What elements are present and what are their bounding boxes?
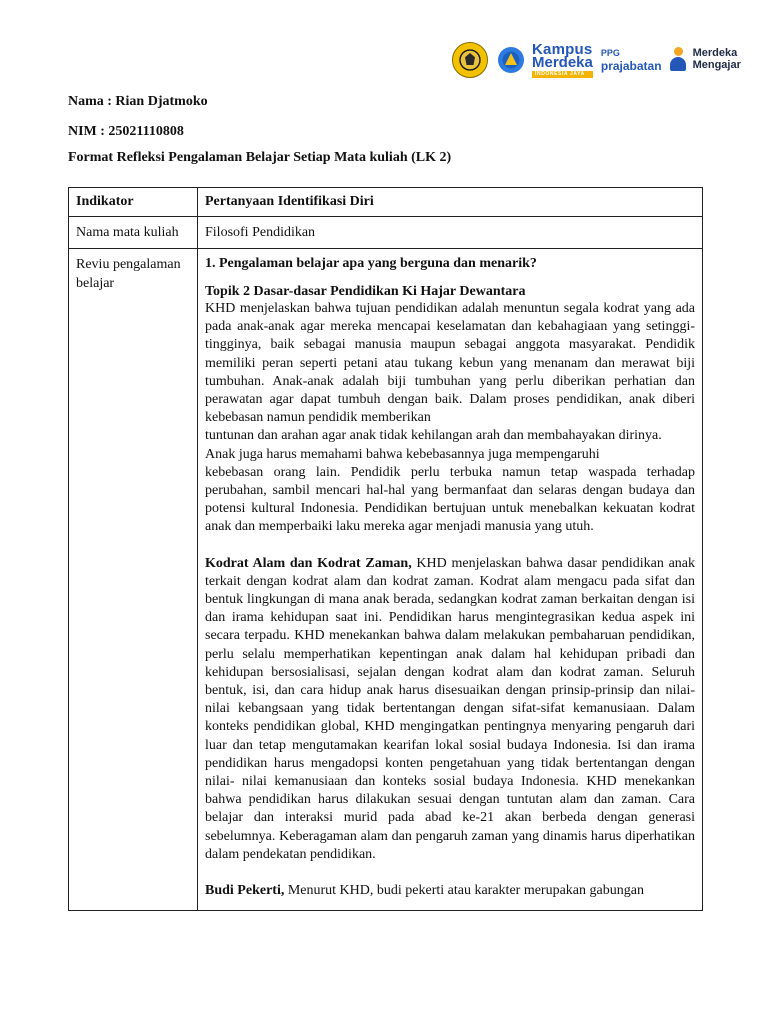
topic-heading: Topik 2 Dasar-dasar Pendidikan Ki Hajar Dewantara xyxy=(205,284,526,299)
merdeka-mengajar-logo xyxy=(693,48,741,71)
document-title: Format Refleksi Pengalaman Belajar Setiap Mata kuliah (LK 2) xyxy=(68,150,452,165)
kodrat-body: KHD menjelaskan bahwa dasar pendidikan anak terkait dengan kodrat alam dan kodrat zaman. Kodrat alam mengacu pada sifat dan bentuk lingkungan di mana anak berada, sedangkan kodrat zaman berkaitan dengan isi dan irama kehidupan saat ini. Pendidikan harus mengintegrasikan kedua aspek ini secara terpadu. KHD menekankan bahwa dalam melakukan pembaharuan pendidikan, perlu selalu memperhatikan kepentingan anak dalam hal kehidupan pribadi dan kehidupan bersosialisasi, sejalan dengan kodrat alam dan kodrat zaman. Seluruh bentuk, isi, dan cara hidup anak harus disesuaikan dengan prinsip-prinsip dan nilai-nilai kebangsaan yang tidak bertentangan dengan sifat-sifat kemanusiaan. Dalam konteks pendidikan global, KHD mengingatkan pentingnya menyaring pengaruh dari luar dan tetap mengutamakan kearifan lokal sosial budaya Indonesia. Isi dan irama pendidikan harus mengadopsi konten pengetahuan yang tidak bertentangan dengan nilai- nilai kemanusiaan dan konteks sosial budaya Indonesia. KHD menekankan bahwa pendidikan harus dilakukan sesuai dengan tuntutan alam dan zaman. Cara belajar dan interaksi murid pada abad ke-21 akan berbeda dengan generasi sebelumnya. Keberagaman alam dan pengaruh zaman yang dinamis harus diperhatikan dalam pendekatan pendidikan. xyxy=(205,555,695,862)
paragraph: KHD menjelaskan bahwa tujuan pendidikan adalah menuntun segala kodrat yang ada pada anak-anak agar mereka mencapai keselamatan dan kebahagiaan yang setinggi-tingginya, baik sebagai manusia maupun sebagai anggota masyarakat. Pendidik memiliki peran seperti petani atau tukang kebun yang menanam dan merawat biji tumbuhan. Anak-anak adalah biji tumbuhan yang perlu diberikan perhatian dan perawatan agar dapat tumbuh dengan baik. Dalam proses pendidikan, anak diberi kebebasan namun pendidik memberikan xyxy=(205,301,695,426)
logo-bar xyxy=(452,38,764,82)
university-seal-logo xyxy=(452,42,488,78)
paragraph: Anak juga harus memahami bahwa kebebasannya juga mempengaruhi xyxy=(205,446,600,462)
kampus-merdeka-tag: INDONESIA JAYA xyxy=(532,71,593,78)
row-content-reviu xyxy=(198,249,703,911)
student-nim: NIM : 25021110808 xyxy=(68,124,184,139)
ppg-label: PPG xyxy=(600,47,620,58)
table-header-row xyxy=(69,188,703,217)
kampus-merdeka-line1: Kampus xyxy=(532,41,593,58)
kodrat-heading: Kodrat Alam dan Kodrat Zaman, xyxy=(205,555,412,571)
table-row xyxy=(69,249,703,911)
kampus-merdeka-line2: Merdeka xyxy=(532,54,593,71)
ppg-prajabatan-logo xyxy=(601,49,662,72)
paragraph: kebebasan orang lain. Pendidik perlu terbuka namun tetap waspada terhadap perubahan, sambil mencari hal-hal yang bermanfaat dan selaras dengan budaya dan potensi kultural Indonesia. Pendidikan bertujuan untuk menebalkan kekuatan kodrat anak dan memperbaiki laku mereka agar menjadi manusia yang utuh. xyxy=(205,464,695,535)
prajabatan-label: prajabatan xyxy=(600,58,662,73)
student-name: Nama : Rian Djatmoko xyxy=(68,94,208,109)
budi-pekerti-body: Menurut KHD, budi pekerti atau karakter merupakan gabungan xyxy=(284,883,644,899)
reflection-table xyxy=(68,187,703,911)
question-heading: 1. Pengalaman belajar apa yang berguna dan menarik? xyxy=(205,256,537,271)
tut-wuri-handayani-logo xyxy=(498,47,524,73)
merdeka-mengajar-icon xyxy=(670,47,688,73)
row-value-mata-kuliah: Filosofi Pendidikan xyxy=(198,217,703,249)
row-label-reviu: Reviu pengalaman belajar xyxy=(69,249,198,911)
column-header-pertanyaan: Pertanyaan Identifikasi Diri xyxy=(198,188,703,217)
paragraph-budi-pekerti xyxy=(205,882,695,900)
table-row xyxy=(69,217,703,249)
merdeka-label: Merdeka xyxy=(692,47,738,60)
budi-pekerti-heading: Budi Pekerti, xyxy=(205,883,285,899)
paragraph-kodrat xyxy=(205,555,695,864)
mengajar-label: Mengajar xyxy=(692,59,741,71)
paragraph: tuntunan dan arahan agar anak tidak kehilangan arah dan membahayakan dirinya. xyxy=(205,428,662,444)
row-label-mata-kuliah: Nama mata kuliah xyxy=(69,217,198,249)
column-header-indikator: Indikator xyxy=(69,188,198,217)
kampus-merdeka-logo xyxy=(532,42,593,78)
